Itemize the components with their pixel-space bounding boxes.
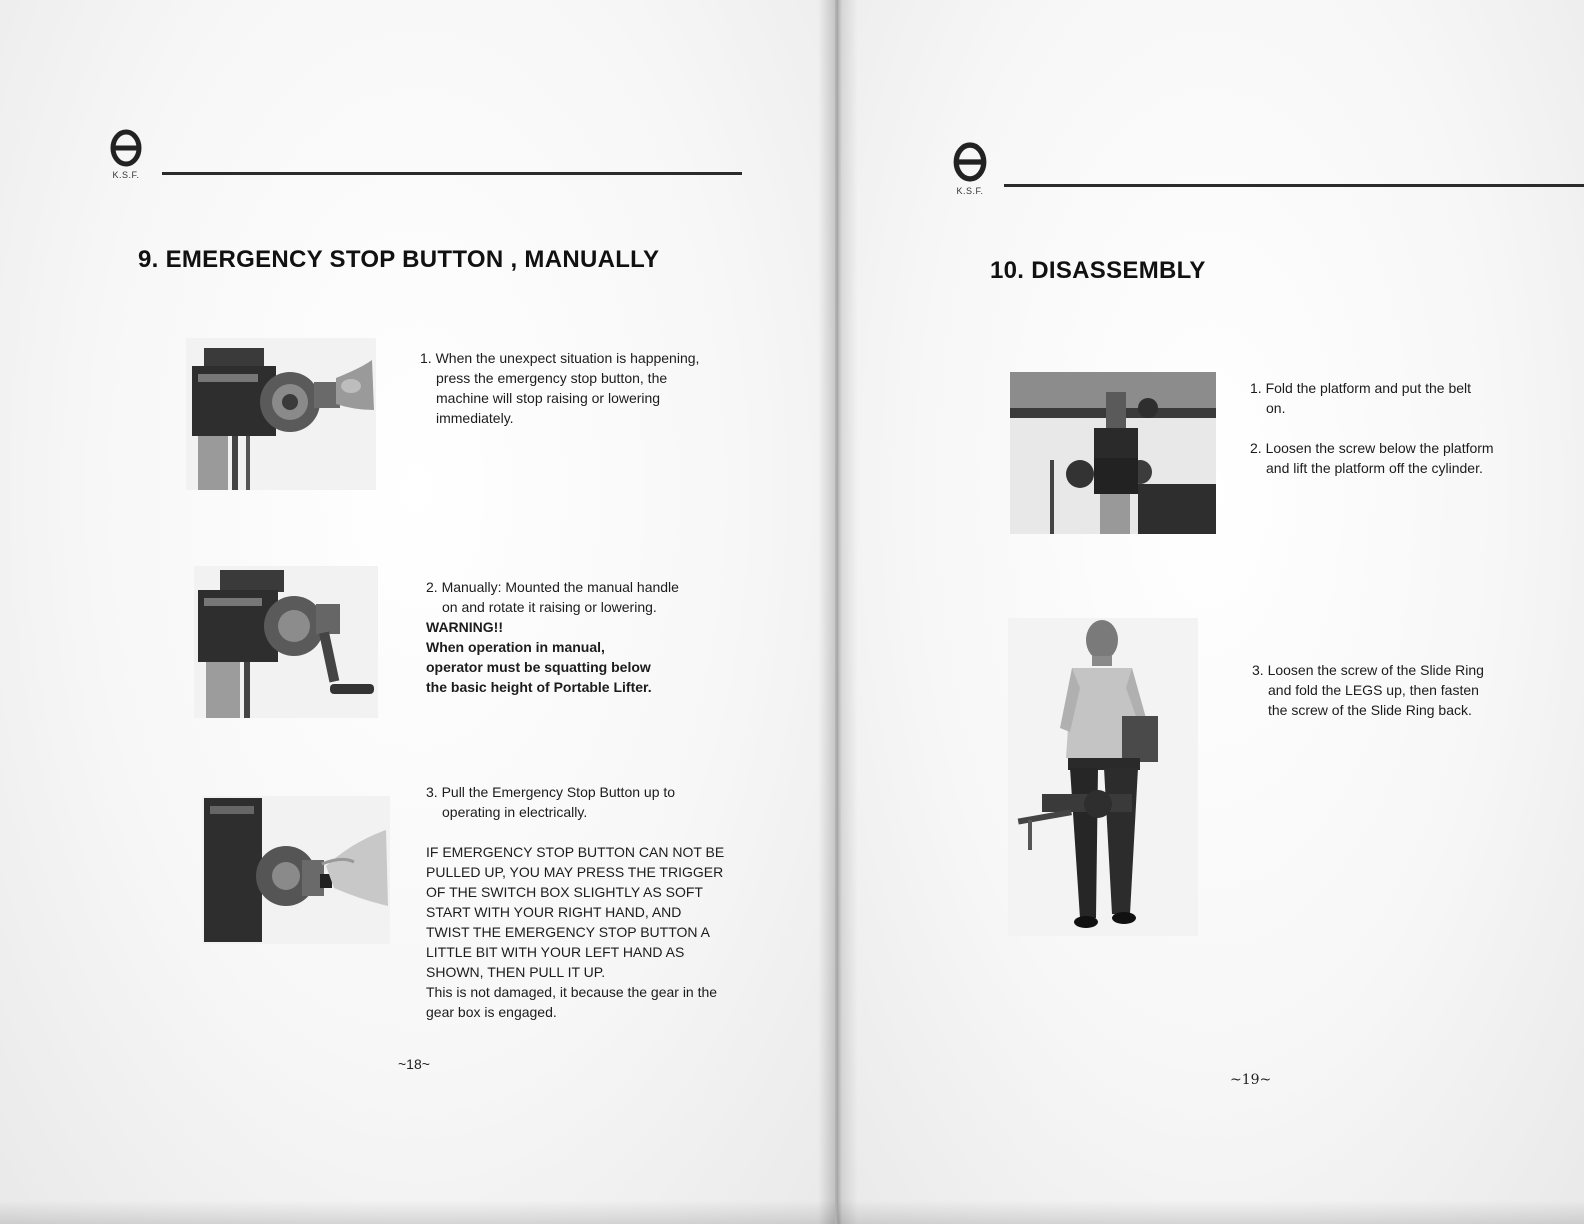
step1-line: immediately. [436, 410, 514, 426]
caps-line: SHOWN, THEN PULL IT UP. [426, 964, 606, 980]
warning-line: When operation in manual, [426, 639, 605, 655]
ksf-logo [108, 128, 144, 180]
step1-line: 1. Fold the platform and put the belt [1250, 380, 1472, 396]
section-title: 9. EMERGENCY STOP BUTTON , MANUALLY [138, 246, 660, 273]
emergency-stop-photo [186, 338, 376, 490]
caps-line: IF EMERGENCY STOP BUTTON CAN NOT BE [426, 844, 725, 860]
step3-text [1252, 660, 1552, 720]
step2-line: and lift the platform off the cylinder. [1266, 460, 1483, 476]
step3-caps-text [426, 842, 766, 1022]
caps-line: OF THE SWITCH BOX SLIGHTLY AS SOFT [426, 884, 703, 900]
step2-text [426, 577, 766, 697]
caps-line: TWIST THE EMERGENCY STOP BUTTON A [426, 924, 710, 940]
note-line: gear box is engaged. [426, 1004, 557, 1020]
logo-text: K.S.F. [112, 170, 140, 180]
right-page [838, 0, 1584, 1224]
page-shadow [0, 1200, 835, 1224]
manual-handle-photo [194, 566, 378, 718]
ksf-logo-icon [952, 140, 988, 184]
book-spine [818, 0, 858, 1224]
caps-line: START WITH YOUR RIGHT HAND, AND [426, 904, 682, 920]
ksf-logo-icon [109, 128, 143, 168]
header-rule [162, 172, 742, 175]
warning-line: the basic height of Portable Lifter. [426, 679, 652, 695]
step3-line: and fold the LEGS up, then fasten [1268, 682, 1479, 698]
step3-line: operating in electrically. [442, 804, 588, 820]
man-carrying-lifter-photo [1008, 618, 1198, 936]
step3-line: the screw of the Slide Ring back. [1268, 702, 1472, 718]
platform-photo [1010, 372, 1216, 534]
step2-text [1250, 438, 1550, 478]
logo-text: K.S.F. [956, 186, 984, 196]
header-rule [1004, 184, 1584, 187]
step2-line: 2. Manually: Mounted the manual handle [426, 579, 679, 595]
step2-line: on and rotate it raising or lowering. [442, 599, 657, 615]
ksf-logo [950, 140, 990, 196]
section-title: 10. DISASSEMBLY [990, 257, 1206, 284]
warning-line: operator must be squatting below [426, 659, 651, 675]
step1-text [420, 348, 740, 428]
page-shadow [838, 1200, 1584, 1224]
step1-text [1250, 378, 1550, 418]
warning-heading: WARNING!! [426, 619, 503, 635]
pull-button-photo [202, 796, 390, 944]
step1-line: 1. When the unexpect situation is happening, [420, 350, 700, 366]
step1-line: machine will stop raising or lowering [436, 390, 661, 406]
step3-line: 3. Loosen the screw of the Slide Ring [1252, 662, 1484, 678]
caps-line: LITTLE BIT WITH YOUR LEFT HAND AS [426, 944, 685, 960]
step2-line: 2. Loosen the screw below the platform [1250, 440, 1494, 456]
caps-line: PULLED UP, YOU MAY PRESS THE TRIGGER [426, 864, 724, 880]
page-number: ~18~ [398, 1056, 430, 1072]
step1-line: on. [1266, 400, 1286, 416]
page-number: ~19~ [1230, 1072, 1272, 1088]
note-line: This is not damaged, it because the gear in the [426, 984, 718, 1000]
step1-line: press the emergency stop button, the [436, 370, 668, 386]
step3-line: 3. Pull the Emergency Stop Button up to [426, 784, 676, 800]
step3-text [426, 782, 766, 822]
